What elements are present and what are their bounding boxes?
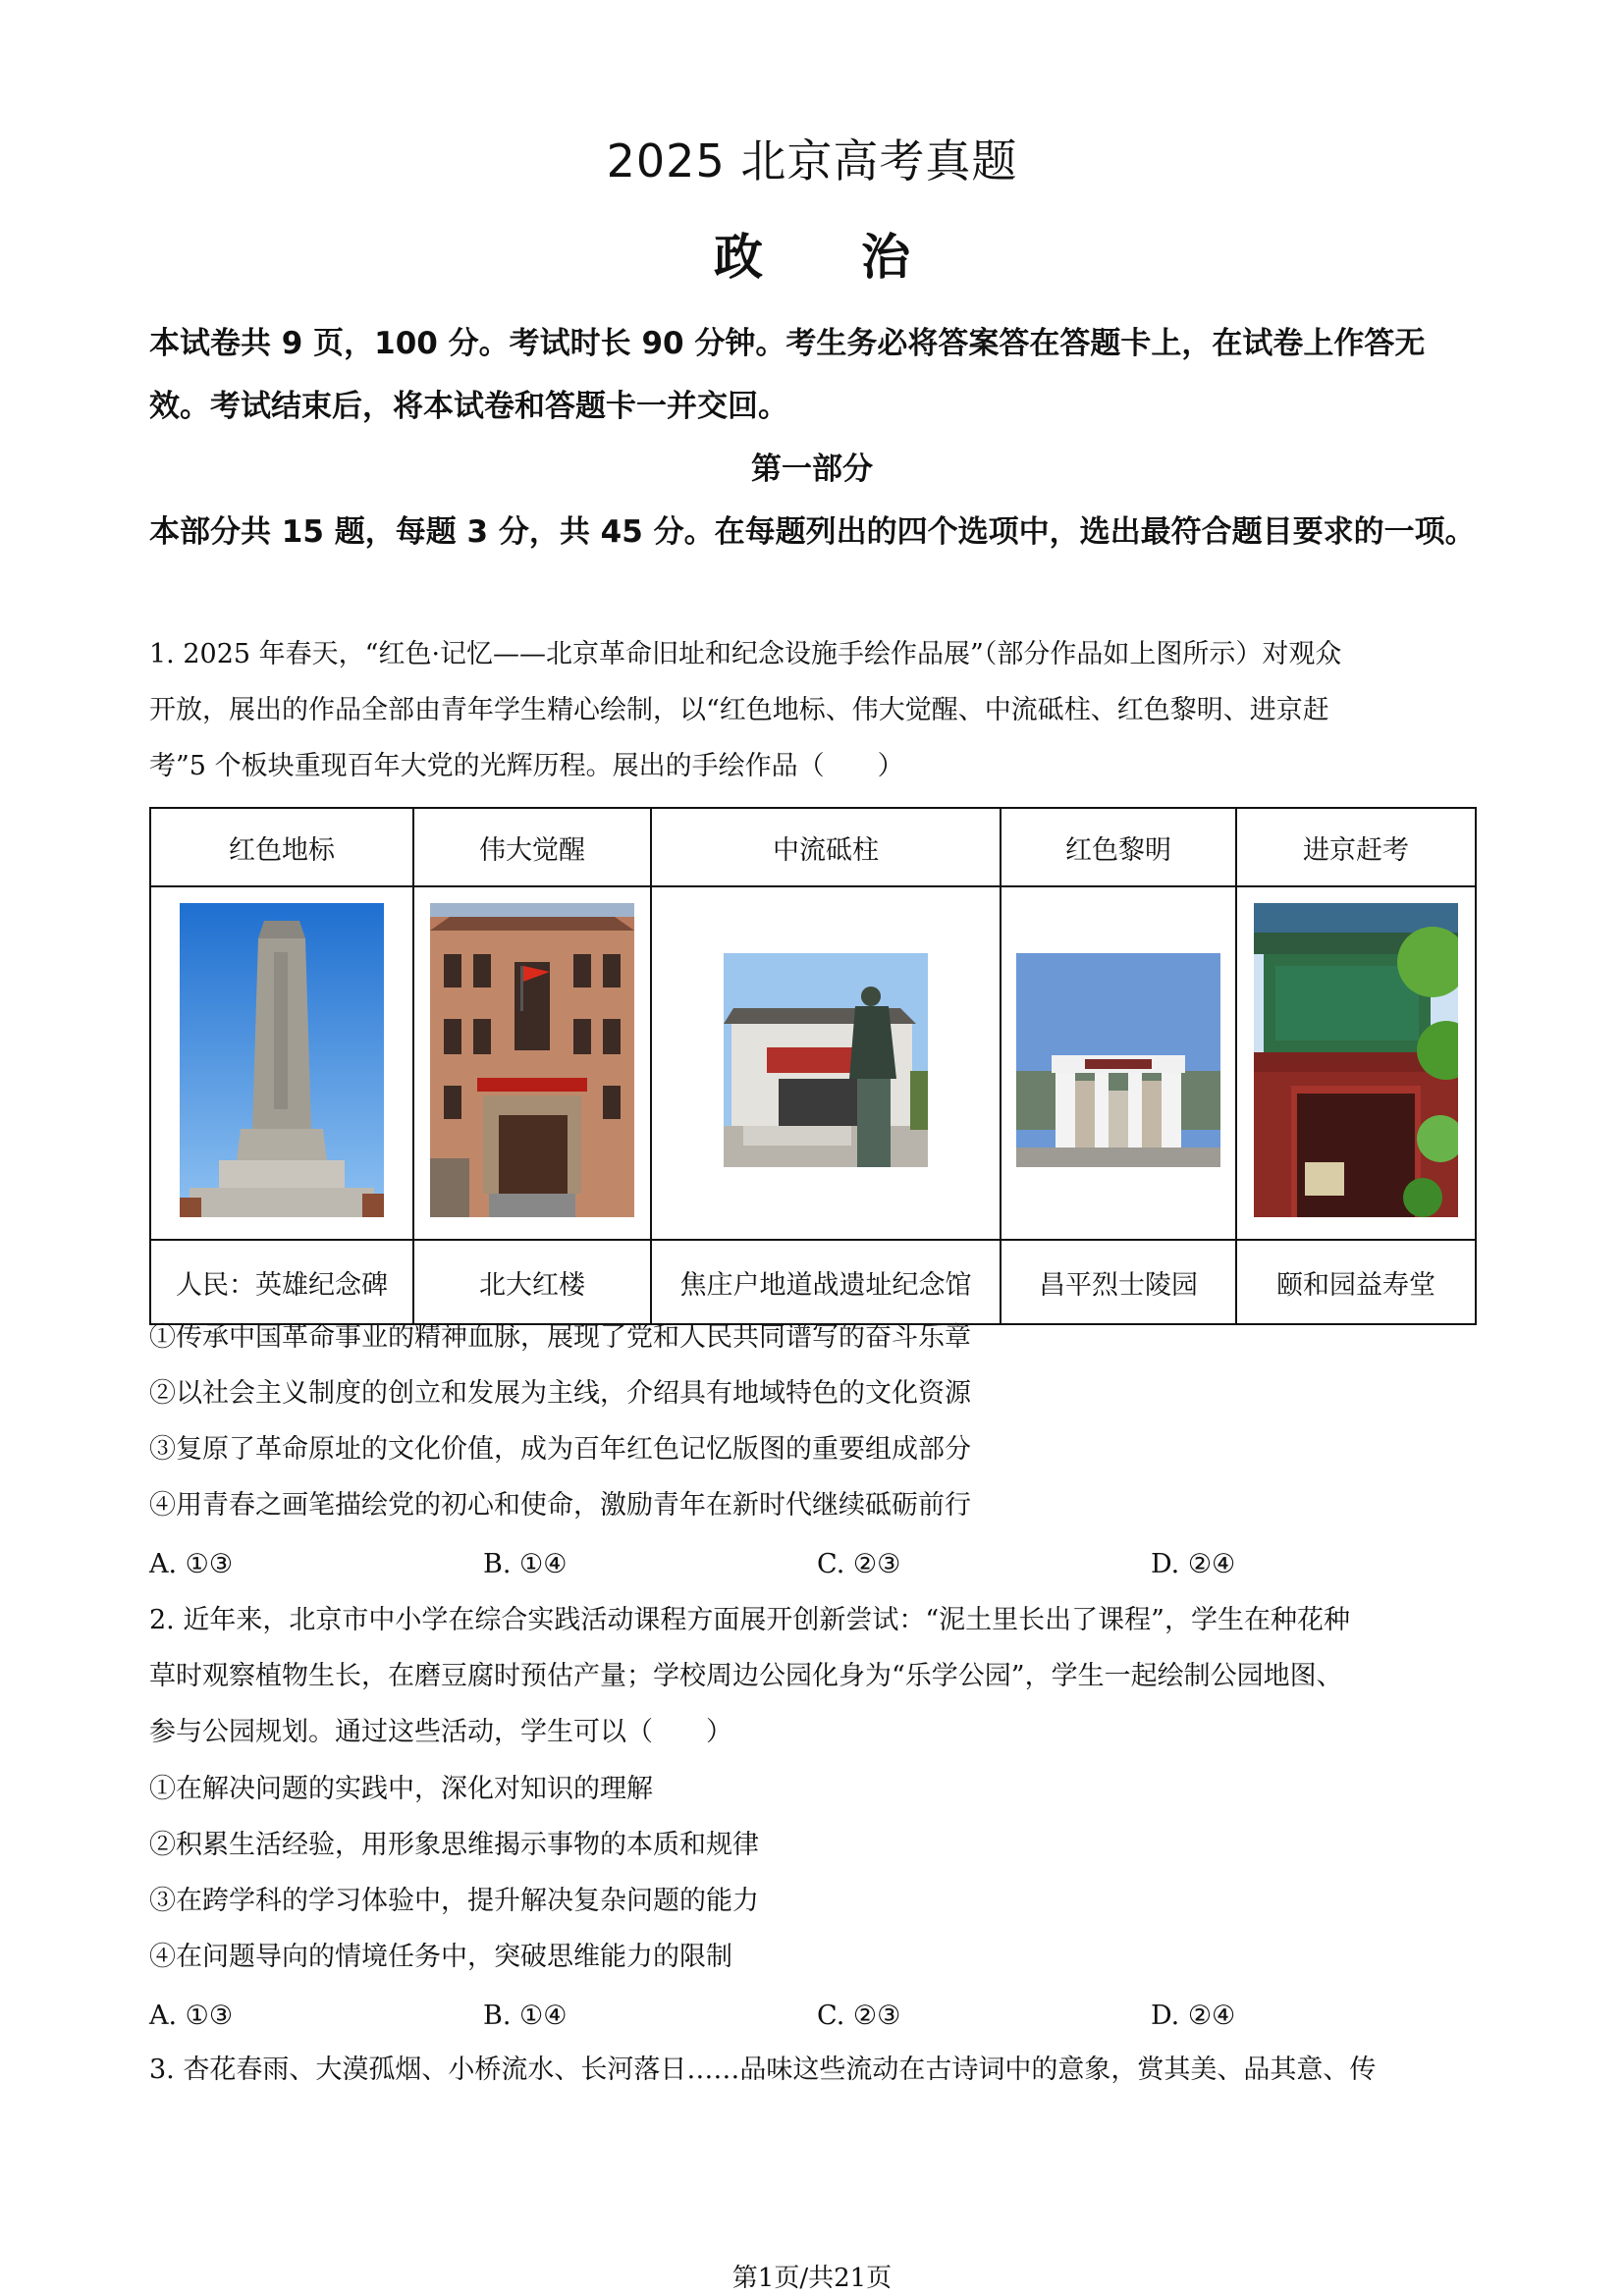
statement-item: ④在问题导向的情境任务中，突破思维能力的限制	[149, 1942, 732, 1972]
question-1-line: 考”5 个板块重现百年大党的光辉历程。展出的手绘作品（ ）	[149, 751, 904, 781]
section-description: 本部分共 15 题，每题 3 分，共 45 分。在每题列出的四个选项中，选出最符合题目要求的一项。	[149, 514, 1476, 550]
statement-item: ②积累生活经验，用形象思维揭示事物的本质和规律	[149, 1830, 759, 1860]
question-1-statements	[149, 1309, 971, 1533]
question-2-choices	[149, 2001, 1485, 2031]
question-3-stem	[149, 2042, 1485, 2098]
question-2-stem	[149, 1592, 1485, 1760]
choice-a[interactable]: A. ①③	[149, 2001, 234, 2031]
red-building-photo	[430, 903, 634, 1217]
question-1-line: 开放，展出的作品全部由青年学生精心绘制，以“红色地标、伟大觉醒、中流砥柱、红色黎明、进京赶	[149, 695, 1329, 725]
yishoutang-gate-photo	[1254, 903, 1458, 1217]
table-header-cell: 中流砥柱	[651, 808, 1001, 886]
monument-photo	[180, 903, 384, 1217]
table-caption-cell: 人民：英雄纪念碑	[150, 1240, 413, 1324]
choice-b[interactable]: B. ①④	[483, 1549, 568, 1579]
choice-d[interactable]: D. ②④	[1151, 1549, 1236, 1579]
table-header-cell: 进京赶考	[1236, 808, 1476, 886]
table-caption-cell: 焦庄户地道战遗址纪念馆	[651, 1240, 1001, 1324]
table-image-cell	[413, 886, 651, 1240]
subject-char-1: 政	[714, 229, 763, 286]
question-2-line: 草时观察植物生长，在磨豆腐时预估产量；学校周边公园化身为“乐学公园”，学生一起绘制公园地图、	[149, 1661, 1343, 1691]
statement-item: ③在跨学科的学习体验中，提升解决复杂问题的能力	[149, 1886, 759, 1916]
exam-title: 2025 北京高考真题	[606, 134, 1018, 187]
statement-item: ①传承中国革命事业的精神血脉，展现了党和人民共同谱写的奋斗乐章	[149, 1322, 971, 1353]
choice-c[interactable]: C. ②③	[817, 1549, 901, 1579]
statement-item: ③复原了革命原址的文化价值，成为百年红色记忆版图的重要组成部分	[149, 1434, 971, 1465]
table-header-cell: 红色黎明	[1001, 808, 1236, 886]
choice-b[interactable]: B. ①④	[483, 2001, 568, 2031]
table-image-cell	[150, 886, 413, 1240]
choice-a[interactable]: A. ①③	[149, 1549, 234, 1579]
question-2-statements	[149, 1761, 759, 1985]
question-1-choices	[149, 1549, 1485, 1579]
table-header-cell: 红色地标	[150, 808, 413, 886]
question-2-line: 2. 近年来，北京市中小学在综合实践活动课程方面展开创新尝试：“泥土里长出了课程”，学生在种花种	[149, 1605, 1350, 1635]
memorial-hall-photo	[724, 953, 928, 1167]
statement-item: ②以社会主义制度的创立和发展为主线，介绍具有地域特色的文化资源	[149, 1378, 971, 1409]
question-2-line: 参与公园规划。通过这些活动，学生可以（ ）	[149, 1717, 732, 1747]
question-3-line: 3. 杏花春雨、大漠孤烟、小桥流水、长河落日……品味这些流动在古诗词中的意象，赏其美、品其意、传	[149, 2055, 1377, 2085]
exam-notice: 本试卷共 9 页，100 分。考试时长 90 分钟。考生务必将答案答在答题卡上，在试卷上作答无效。考试结束后，将本试卷和答题卡一并交回。	[149, 326, 1426, 424]
statement-item: ④用青春之画笔描绘党的初心和使命，激励青年在新时代继续砥砺前行	[149, 1490, 971, 1521]
subject-title	[0, 218, 1624, 289]
artwork-table	[149, 807, 1477, 1325]
section-title: 第一部分	[751, 452, 873, 487]
subject-char-2: 治	[861, 229, 910, 286]
table-header-cell: 伟大觉醒	[413, 808, 651, 886]
page-number: 第1页/共21页	[731, 2264, 893, 2293]
table-caption-cell: 颐和园益寿堂	[1236, 1240, 1476, 1324]
question-1-line: 1. 2025 年春天，“红色·记忆——北京革命旧址和纪念设施手绘作品展”（部分作品如上图所示）对观众	[149, 639, 1342, 669]
statement-item: ①在解决问题的实践中，深化对知识的理解	[149, 1774, 653, 1804]
table-caption-cell: 昌平烈士陵园	[1001, 1240, 1236, 1324]
table-image-cell	[1001, 886, 1236, 1240]
table-image-cell	[651, 886, 1001, 1240]
table-image-cell	[1236, 886, 1476, 1240]
choice-c[interactable]: C. ②③	[817, 2001, 901, 2031]
choice-d[interactable]: D. ②④	[1151, 2001, 1236, 2031]
question-1-stem	[149, 626, 1485, 794]
table-caption-cell: 北大红楼	[413, 1240, 651, 1324]
cemetery-gate-photo	[1016, 953, 1220, 1167]
